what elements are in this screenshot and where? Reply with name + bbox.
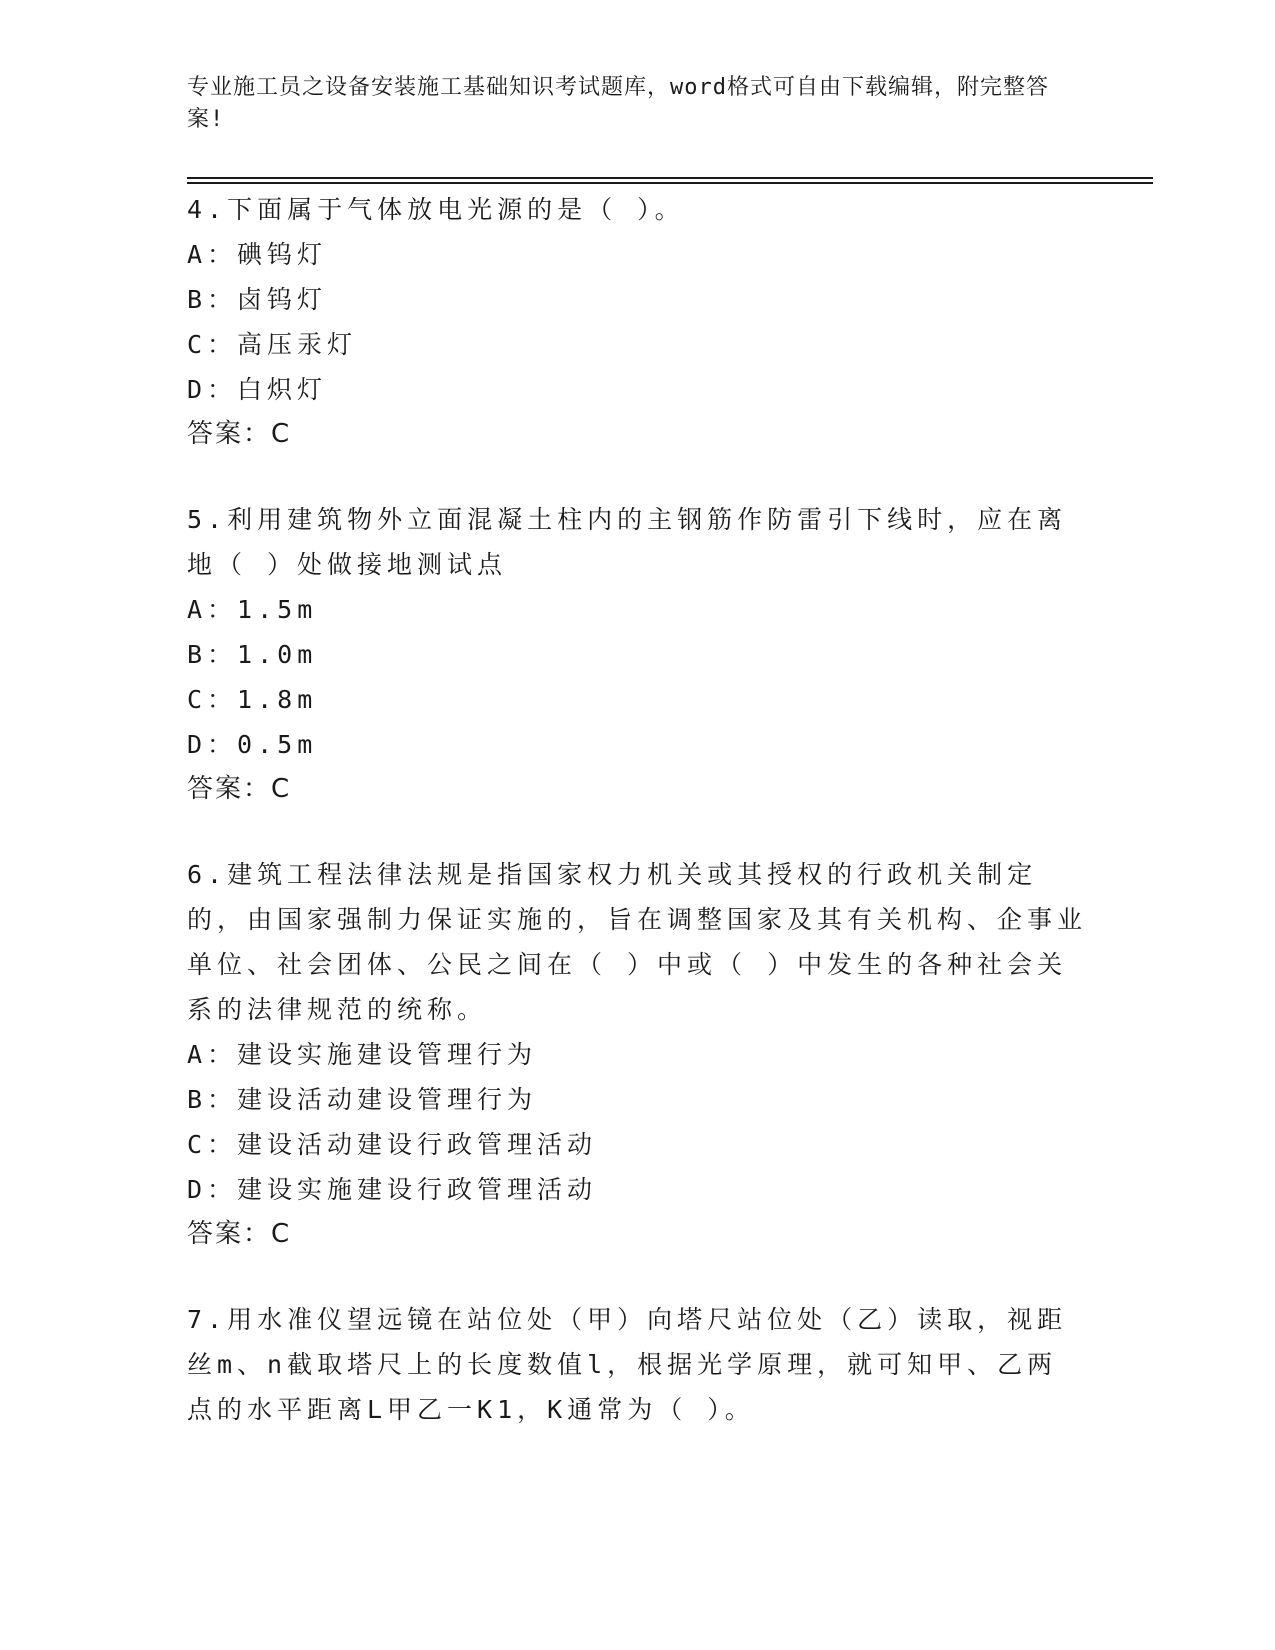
option-b: B：1.0m [187,640,318,669]
option-d: D：0.5m [187,730,318,759]
question-5 [187,497,1087,812]
question-stem: 7.用水准仪望远镜在站位处（甲）向塔尺站位处（乙）读取，视距丝m、n截取塔尺上的长度数值l，根据光学原理，就可知甲、乙两点的水平距离L甲乙一K1，K通常为（ ）。 [187,1305,1068,1424]
question-stem: 5.利用建筑物外立面混凝土柱内的主钢筋作防雷引下线时，应在离地（ ）处做接地测试点 [187,505,1068,579]
header-divider-bottom [187,182,1153,184]
option-d: D：建设实施建设行政管理活动 [187,1175,598,1204]
question-stem: 4.下面属于气体放电光源的是（ ）。 [187,195,685,224]
option-b: B：建设活动建设管理行为 [187,1085,538,1114]
header-divider-top [187,177,1153,179]
option-c: C：1.8m [187,685,318,714]
option-c: C：建设活动建设行政管理活动 [187,1130,598,1159]
option-d: D：白炽灯 [187,375,328,404]
question-4 [187,187,1087,457]
question-list [187,187,1087,1472]
option-a: A：建设实施建设管理行为 [187,1040,538,1069]
answer-label: 答案：C [187,419,292,449]
option-b: B：卤钨灯 [187,285,328,314]
answer-label: 答案：C [187,774,292,804]
option-c: C：高压汞灯 [187,330,358,359]
document-header: 专业施工员之设备安装施工基础知识考试题库，word格式可自由下载编辑，附完整答案! [187,75,1049,132]
option-a: A：1.5m [187,595,318,624]
question-stem: 6.建筑工程法律法规是指国家权力机关或其授权的行政机关制定的，由国家强制力保证实施的，旨在调整国家及其有关机构、企事业单位、社会团体、公民之间在（ ）中或（ ）中发生的各种社会关系的法律规范的统称。 [187,860,1088,1024]
question-7 [187,1297,1087,1432]
question-6 [187,852,1087,1257]
answer-label: 答案：C [187,1219,292,1249]
option-a: A：碘钨灯 [187,240,328,269]
